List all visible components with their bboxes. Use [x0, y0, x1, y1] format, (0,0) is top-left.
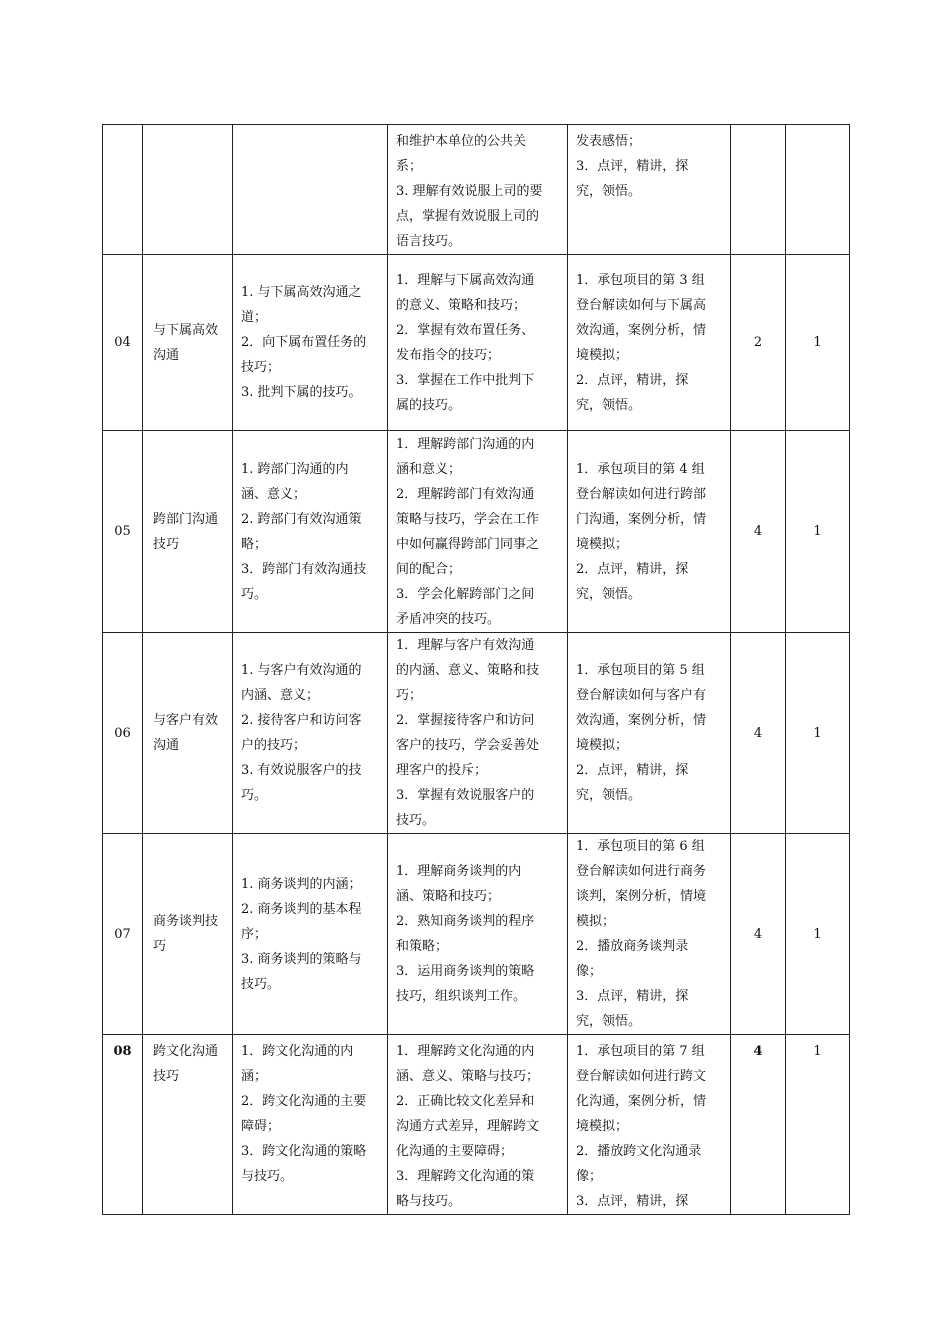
learning-goals-line: 涵、策略和技巧； [396, 889, 501, 904]
teaching-content-line: 技巧。 [241, 976, 281, 992]
teaching-methods-line: 登台解读如何进行跨文 [576, 1069, 707, 1084]
teaching-content [233, 125, 388, 255]
teaching-content-line: 3. 批判下属的技巧。 [241, 385, 362, 400]
teaching-methods-line: 3．点评，精讲，探 [576, 989, 689, 1004]
learning-goals-line: 系； [396, 159, 423, 174]
teaching-content-line: 1. 商务谈判的内涵； [241, 876, 362, 892]
teaching-methods [568, 834, 731, 1035]
teaching-content [233, 633, 388, 834]
hours: 4 [731, 633, 786, 834]
teaching-content-line: 3. 有效说服客户的技 [241, 763, 362, 778]
learning-goals [388, 834, 568, 1035]
module-title-line: 技巧 [153, 1069, 180, 1084]
learning-goals-line: 涵、意义、策略与技巧； [396, 1069, 540, 1084]
teaching-methods [568, 255, 731, 431]
teaching-content-line: 序； [241, 926, 268, 942]
learning-goals-line: 和维护本单位的公共关 [396, 134, 527, 149]
module-title-line: 跨部门沟通 [153, 511, 219, 527]
teaching-methods-line: 效沟通，案例分析，情 [576, 713, 707, 728]
teaching-methods-line: 究，领悟。 [576, 184, 642, 199]
teaching-methods-line: 1．承包项目的第 6 组 [576, 839, 705, 854]
teaching-methods-line: 发表感悟； [576, 134, 642, 149]
table-row [103, 431, 850, 633]
teaching-methods-line: 1．承包项目的第 4 组 [576, 461, 705, 477]
teaching-methods-line: 3．点评，精讲，探 [576, 159, 689, 174]
teaching-content [233, 431, 388, 633]
learning-goals [388, 125, 568, 255]
module-title-line: 沟通 [153, 347, 180, 363]
learning-goals-line: 3．学会化解跨部门之间 [396, 586, 535, 602]
teaching-methods-line: 谈判，案例分析，情境 [576, 889, 707, 904]
learning-goals-line: 间的配合； [396, 561, 462, 577]
table-row [103, 633, 850, 834]
teaching-content-line: 3. 商务谈判的策略与 [241, 951, 362, 967]
teaching-content-line: 2. 商务谈判的基本程 [241, 901, 362, 917]
learning-goals [388, 431, 568, 633]
module-title [143, 1035, 233, 1215]
learning-goals [388, 1035, 568, 1215]
learning-goals [388, 255, 568, 431]
teaching-methods-line: 境模拟； [576, 347, 629, 363]
teaching-content [233, 834, 388, 1035]
learning-goals-line: 点，掌握有效说服上司的 [396, 209, 540, 224]
module-title [143, 431, 233, 633]
module-title-line: 与下属高效 [153, 322, 219, 338]
teaching-content-line: 3．跨部门有效沟通技 [241, 561, 367, 577]
module-title-line: 沟通 [153, 738, 180, 753]
teaching-methods-line: 2．点评，精讲，探 [576, 561, 689, 577]
learning-goals-line: 3．理解跨文化沟通的策 [396, 1169, 535, 1184]
teaching-content [233, 1035, 388, 1215]
module-title-line: 与客户有效 [153, 713, 219, 728]
row-number: 08 [103, 1035, 143, 1215]
count: 1 [786, 431, 850, 633]
teaching-methods-line: 像； [576, 1169, 603, 1184]
teaching-methods [568, 431, 731, 633]
learning-goals-line: 化沟通的主要障碍； [396, 1144, 514, 1159]
learning-goals-line: 1．理解与下属高效沟通 [396, 272, 535, 288]
teaching-content-line: 户的技巧； [241, 738, 307, 753]
learning-goals-line: 2．掌握接待客户和访问 [396, 713, 535, 728]
row-number [103, 125, 143, 255]
module-title [143, 834, 233, 1035]
count: 1 [786, 834, 850, 1035]
teaching-content-line: 2．跨文化沟通的主要 [241, 1094, 367, 1109]
table-row [103, 1035, 850, 1215]
count [786, 125, 850, 255]
count: 1 [786, 633, 850, 834]
learning-goals-line: 3．掌握有效说服客户的 [396, 788, 535, 803]
teaching-content-line: 巧。 [241, 788, 268, 803]
teaching-content-line: 2. 跨部门有效沟通策 [241, 511, 362, 527]
teaching-methods-line: 2．播放跨文化沟通录 [576, 1144, 702, 1159]
learning-goals [388, 633, 568, 834]
teaching-methods-line: 究，领悟。 [576, 397, 642, 413]
table-row [103, 255, 850, 431]
row-number: 04 [103, 255, 143, 431]
learning-goals-line: 沟通方式差异，理解跨文 [396, 1119, 540, 1134]
teaching-methods-line: 登台解读如何与客户有 [576, 688, 707, 703]
teaching-methods-line: 登台解读如何进行商务 [576, 864, 707, 879]
learning-goals-line: 巧； [396, 688, 423, 703]
teaching-methods-line: 2．点评，精讲，探 [576, 372, 689, 388]
table-row [103, 834, 850, 1035]
teaching-methods-line: 登台解读如何与下属高 [576, 297, 707, 313]
teaching-methods-line: 1．承包项目的第 3 组 [576, 272, 705, 288]
teaching-methods-line: 登台解读如何进行跨部 [576, 486, 707, 502]
teaching-content-line: 1. 与下属高效沟通之 [241, 285, 362, 300]
row-number: 05 [103, 431, 143, 633]
learning-goals-line: 2．熟知商务谈判的程序 [396, 914, 535, 929]
teaching-content-line: 技巧； [241, 360, 281, 375]
teaching-methods [568, 1035, 731, 1215]
learning-goals-line: 技巧，组织谈判工作。 [396, 989, 527, 1004]
learning-goals-line: 略与技巧。 [396, 1194, 462, 1209]
teaching-content-line: 巧。 [241, 586, 268, 602]
row-number: 07 [103, 834, 143, 1035]
learning-goals-line: 语言技巧。 [396, 234, 462, 249]
learning-goals-line: 2．理解跨部门有效沟通 [396, 486, 535, 502]
learning-goals-line: 的内涵、意义、策略和技 [396, 663, 540, 678]
learning-goals-line: 客户的技巧，学会妥善处 [396, 738, 540, 753]
teaching-content-line: 1. 与客户有效沟通的 [241, 663, 362, 678]
learning-goals-line: 理客户的投斥； [396, 763, 488, 778]
teaching-content-line: 1. 跨部门沟通的内 [241, 461, 349, 477]
learning-goals-line: 1．理解跨部门沟通的内 [396, 436, 535, 452]
learning-goals-line: 2．正确比较文化差异和 [396, 1094, 535, 1109]
count: 1 [786, 255, 850, 431]
learning-goals-line: 发布指令的技巧； [396, 347, 501, 363]
teaching-methods-line: 化沟通，案例分析，情 [576, 1094, 707, 1109]
teaching-methods [568, 633, 731, 834]
hours: 2 [731, 255, 786, 431]
learning-goals-line: 1．理解与客户有效沟通 [396, 638, 535, 653]
module-title-line: 跨文化沟通 [153, 1044, 219, 1059]
module-title [143, 255, 233, 431]
teaching-methods-line: 像； [576, 964, 603, 979]
teaching-methods-line: 1．承包项目的第 5 组 [576, 663, 705, 678]
teaching-methods-line: 究，领悟。 [576, 586, 642, 602]
teaching-methods-line: 境模拟； [576, 536, 629, 552]
teaching-methods-line: 模拟； [576, 914, 616, 929]
learning-goals-line: 属的技巧。 [396, 397, 462, 413]
teaching-content-line: 涵、意义； [241, 486, 307, 502]
learning-goals-line: 矛盾冲突的技巧。 [396, 611, 501, 627]
module-title [143, 633, 233, 834]
course-schedule-table [102, 124, 850, 1215]
teaching-content-line: 涵； [241, 1069, 268, 1084]
hours: 4 [731, 834, 786, 1035]
module-title-line: 技巧 [153, 536, 180, 552]
module-title-line: 巧 [153, 939, 167, 954]
module-title-line: 商务谈判技 [153, 914, 219, 929]
teaching-methods-line: 2．播放商务谈判录 [576, 939, 689, 954]
teaching-content-line: 略； [241, 536, 268, 552]
teaching-methods-line: 效沟通，案例分析，情 [576, 322, 707, 338]
row-number: 06 [103, 633, 143, 834]
learning-goals-line: 和策略； [396, 939, 449, 954]
teaching-methods-line: 究，领悟。 [576, 788, 642, 803]
teaching-methods [568, 125, 731, 255]
teaching-content [233, 255, 388, 431]
teaching-content-line: 2. 接待客户和访问客 [241, 713, 362, 728]
learning-goals-line: 技巧。 [396, 813, 436, 828]
learning-goals-line: 2．掌握有效布置任务、 [396, 322, 535, 338]
teaching-methods-line: 究，领悟。 [576, 1014, 642, 1029]
module-title [143, 125, 233, 255]
learning-goals-line: 1．理解商务谈判的内 [396, 864, 522, 879]
learning-goals-line: 的意义、策略和技巧； [396, 297, 527, 313]
teaching-content-line: 障碍； [241, 1119, 281, 1134]
teaching-methods-line: 境模拟； [576, 738, 629, 753]
teaching-content-line: 内涵、意义； [241, 688, 320, 703]
learning-goals-line: 3．掌握在工作中批判下 [396, 372, 535, 388]
teaching-content-line: 2．向下属布置任务的 [241, 335, 367, 350]
learning-goals-line: 3．运用商务谈判的策略 [396, 964, 535, 979]
teaching-content-line: 道； [241, 310, 268, 325]
learning-goals-line: 中如何赢得跨部门同事之 [396, 536, 540, 552]
teaching-content-line: 3．跨文化沟通的策略 [241, 1144, 367, 1159]
learning-goals-line: 涵和意义； [396, 461, 462, 477]
teaching-content-line: 与技巧。 [241, 1169, 294, 1184]
count: 1 [786, 1035, 850, 1215]
hours [731, 125, 786, 255]
teaching-content-line: 1．跨文化沟通的内 [241, 1044, 354, 1059]
hours: 4 [731, 431, 786, 633]
learning-goals-line: 3. 理解有效说服上司的要 [396, 184, 543, 199]
teaching-methods-line: 门沟通，案例分析，情 [576, 511, 707, 527]
teaching-methods-line: 2．点评，精讲，探 [576, 763, 689, 778]
hours: 4 [731, 1035, 786, 1215]
teaching-methods-line: 3．点评，精讲，探 [576, 1194, 689, 1209]
learning-goals-line: 策略与技巧，学会在工作 [396, 511, 540, 527]
learning-goals-line: 1．理解跨文化沟通的内 [396, 1044, 535, 1059]
table-row [103, 125, 850, 255]
teaching-methods-line: 1．承包项目的第 7 组 [576, 1044, 705, 1059]
teaching-methods-line: 境模拟； [576, 1119, 629, 1134]
